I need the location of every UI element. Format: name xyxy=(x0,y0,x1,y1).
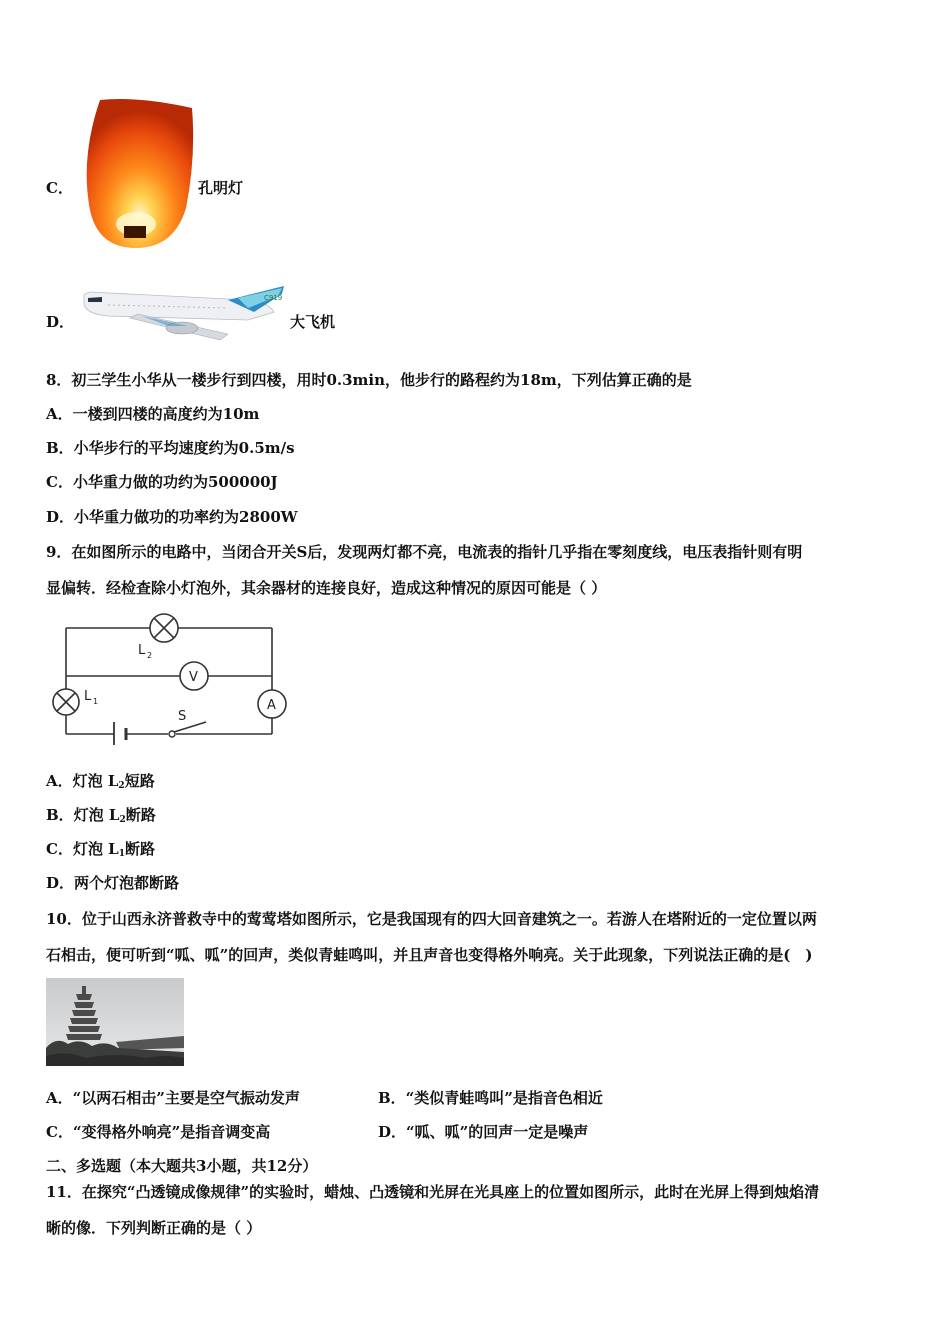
q7-option-d-caption: 大飞机 xyxy=(290,313,336,331)
sky-lantern-image xyxy=(78,98,196,250)
lamp-l2-symbol xyxy=(150,614,178,642)
q8-option-b: B．小华步行的平均速度约为0.5m/s xyxy=(46,439,295,457)
q10-option-c: C．“变得格外响亮”是指音调变高 xyxy=(46,1123,271,1141)
q11-stem-line1: 11．在探究“凸透镜成像规律”的实验时，蜡烛、凸透镜和光屏在光具座上的位置如图所示，此时在光屏上得到烛焰清 xyxy=(46,1183,820,1201)
q8-stem: 8．初三学生小华从一楼步行到四楼，用时0.3min，他步行的路程约为18m，下列估算正确的是 xyxy=(46,371,692,389)
circuit-diagram xyxy=(46,610,306,745)
q11-stem-line2: 晰的像．下列判断正确的是（ ） xyxy=(46,1219,262,1237)
q8-option-a: A．一楼到四楼的高度约为10m xyxy=(46,405,260,423)
q8-option-d: D．小华重力做功的功率约为2800W xyxy=(46,508,298,526)
airplane-image xyxy=(78,286,288,348)
section2-heading: 二、多选题（本大题共3小题，共12分） xyxy=(46,1157,318,1175)
q9-option-c: C．灯泡 $L_1$断路 xyxy=(46,840,155,859)
q10-option-b: B．“类似青蛙鸣叫”是指音色相近 xyxy=(378,1089,603,1107)
q9-stem-line2: 显偏转．经检查除小灯泡外，其余器材的连接良好，造成这种情况的原因可能是（ ） xyxy=(46,579,607,597)
q7-option-c-letter: C． xyxy=(46,179,73,197)
q10-option-a: A．“以两石相击”主要是空气振动发声 xyxy=(46,1089,300,1107)
battery-symbol xyxy=(114,722,126,745)
l2-label-sub: 2 xyxy=(147,651,153,660)
q10-stem-line2: 石相击，便可听到“呱、呱”的回声，类似青蛙鸣叫，并且声音也变得格外响亮。关于此现象，下列说法正确的是( ) xyxy=(46,946,813,964)
q8-option-c: C．小华重力做的功约为500000J xyxy=(46,473,278,491)
q7-option-d-letter: D． xyxy=(46,313,75,331)
q10-stem-line1: 10．位于山西永济普救寺中的莺莺塔如图所示，它是我国现有的四大回音建筑之一。若游人在塔附近的一定位置以两 xyxy=(46,910,817,928)
q10-option-d: D．“呱、呱”的回声一定是噪声 xyxy=(378,1123,589,1141)
l1-label: L xyxy=(84,689,92,704)
q9-option-d: D．两个灯泡都断路 xyxy=(46,874,180,892)
lamp-l1-symbol xyxy=(53,689,79,715)
q9-stem-line1: 9．在如图所示的电路中，当闭合开关S后，发现两灯都不亮，电流表的指针几乎指在零刻度线，电压表指针则有明 xyxy=(46,543,803,561)
l2-label: L xyxy=(138,643,146,658)
l1-label-sub: 1 xyxy=(93,697,99,706)
q7-option-c-caption: 孔明灯 xyxy=(198,179,244,197)
ammeter-label: A xyxy=(267,698,276,713)
voltmeter-label: V xyxy=(189,670,198,685)
switch-label: S xyxy=(178,709,187,724)
pagoda-photo xyxy=(46,978,184,1066)
q9-option-b: B．灯泡 $L_2$断路 xyxy=(46,806,156,825)
airplane-tail-text: C919 xyxy=(264,294,283,302)
q9-option-a: A．灯泡 $L_2$短路 xyxy=(46,772,155,791)
